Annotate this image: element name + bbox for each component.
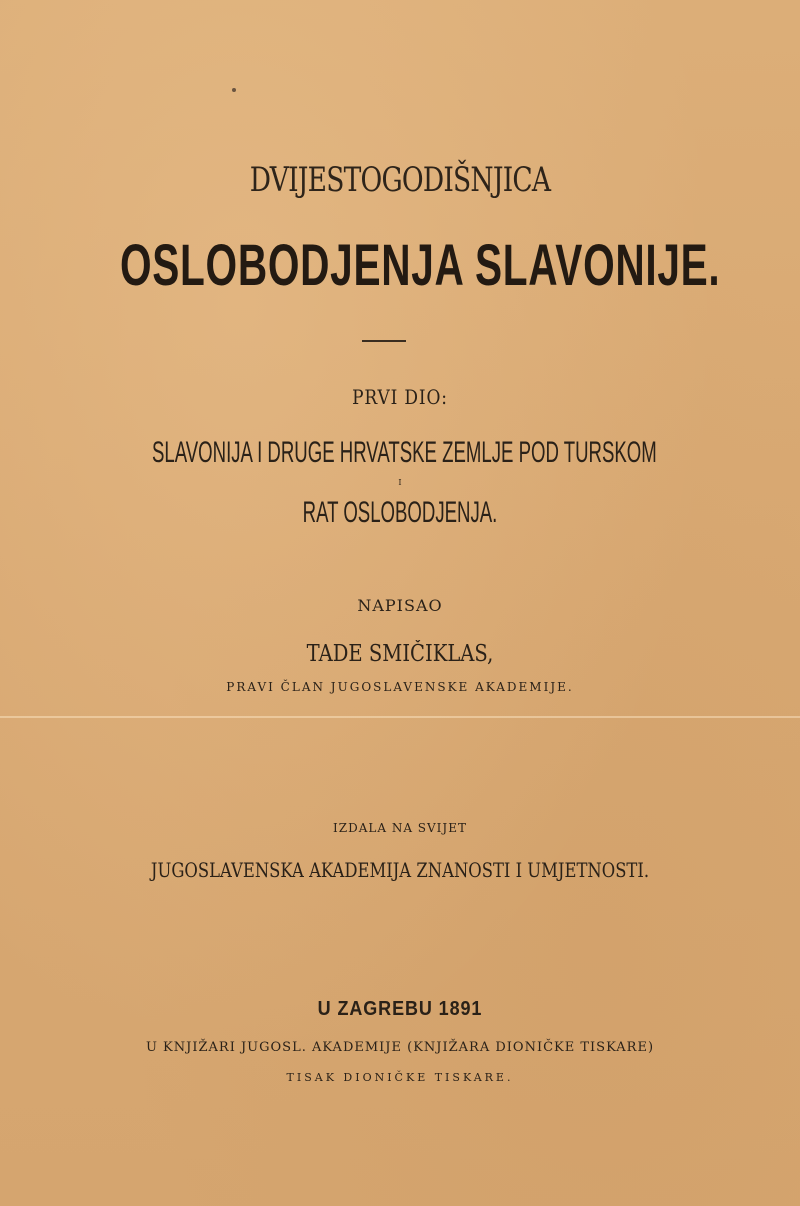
bookshop-line: U KNJIŽARI JUGOSL. AKADEMIJE (KNJIŽARA DIONIČKE TISKARE)	[145, 1040, 655, 1055]
subtitle-line-2: RAT OSLOBODJENJA.	[302, 496, 498, 529]
publisher-name: JUGOSLAVENSKA AKADEMIJA ZNANOSTI I UMJETNOSTI.	[150, 858, 650, 882]
written-by-label: NAPISAO	[357, 596, 443, 615]
subtitle-connector: I	[398, 478, 402, 487]
pre-title: DVIJESTOGODIŠNJICA	[249, 160, 551, 200]
author-name: TADE SMIČIKLAS,	[306, 641, 494, 667]
author-title: PRAVI ČLAN JUGOSLAVENSKE AKADEMIJE.	[226, 680, 574, 694]
published-by-label: IZDALA NA SVIJET	[333, 821, 467, 835]
part-label: PRVI DIO:	[352, 385, 448, 409]
place-and-year: U ZAGREBU 1891	[317, 998, 483, 1020]
paper-fold-line	[0, 716, 800, 718]
subtitle-line-1: SLAVONIJA I DRUGE HRVATSKE ZEMLJE POD TURSKOM	[152, 436, 657, 469]
paper-spot	[232, 88, 236, 92]
main-title: OSLOBODJENJA SLAVONIJE.	[120, 233, 721, 298]
title-divider	[362, 340, 406, 342]
printer-line: TISAK DIONIČKE TISKARE.	[286, 1071, 514, 1084]
